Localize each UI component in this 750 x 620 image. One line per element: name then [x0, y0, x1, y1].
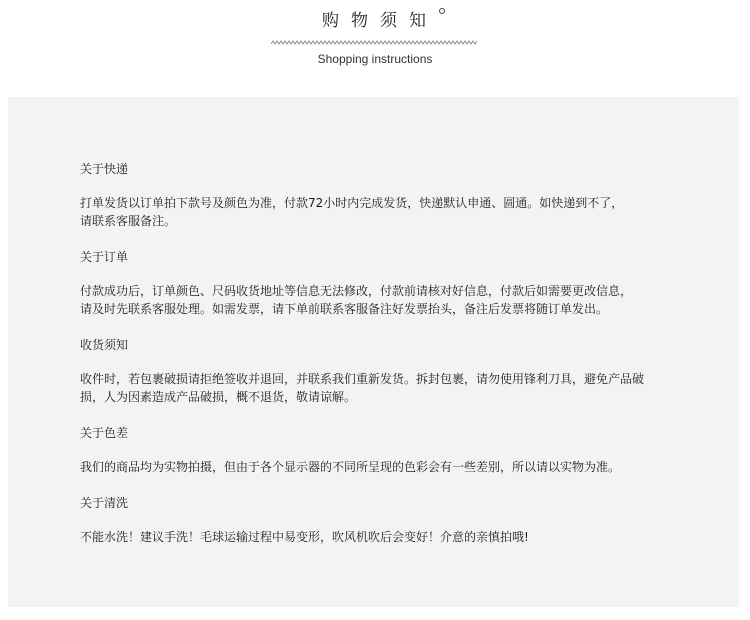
section-body	[80, 528, 680, 546]
section-line: 收件时，若包裹破损请拒绝签收并退回，并联系我们重新发货。拆封包裹，请勿使用锋利刀具，避免产品破	[80, 372, 645, 386]
section-title: 关于快递	[80, 162, 129, 176]
section-line: 付款成功后，订单颜色、尺码收货地址等信息无法修改，付款前请核对好信息，付款后如需要更改信息，	[80, 284, 633, 298]
section-line: 我们的商品均为实物拍摄，但由于各个显示器的不同所呈现的色彩会有一些差别，所以请以实物为准。	[80, 460, 621, 474]
section-body	[80, 458, 680, 476]
section-title: 关于订单	[80, 250, 129, 264]
section-body	[80, 370, 680, 406]
section-express	[80, 160, 680, 230]
sections-list	[80, 160, 680, 564]
section-title: 收货须知	[80, 338, 129, 352]
page-subtitle: Shopping instructions	[317, 52, 433, 66]
section-title: 关于色差	[80, 426, 129, 440]
section-line: 请及时先联系客服处理。如需发票，请下单前联系客服备注好发票抬头，备注后发票将随订单发出。	[80, 302, 609, 316]
section-body	[80, 282, 680, 318]
page-title: 购物须知	[322, 11, 438, 31]
section-line: 打单发货以订单拍下款号及颜色为准，付款72小时内完成发货，快递默认申通、圆通。如快递到不了，	[80, 196, 624, 210]
title-circle-ornament	[439, 8, 445, 14]
section-line: 请联系客服备注。	[80, 214, 177, 228]
section-receiving	[80, 336, 680, 406]
section-body	[80, 194, 680, 230]
section-line: 损，人为因素造成产品破损，概不退货，敬请谅解。	[80, 390, 357, 404]
section-line: 不能水洗！建议手洗！毛球运输过程中易变形，吹风机吹后会变好！介意的亲慎拍哦!	[80, 530, 529, 544]
section-color-difference	[80, 424, 680, 476]
section-title: 关于清洗	[80, 496, 129, 510]
wavy-divider-ornament	[271, 40, 477, 46]
section-order	[80, 248, 680, 318]
instructions-panel	[8, 97, 739, 607]
header	[0, 0, 750, 96]
section-washing	[80, 494, 680, 546]
